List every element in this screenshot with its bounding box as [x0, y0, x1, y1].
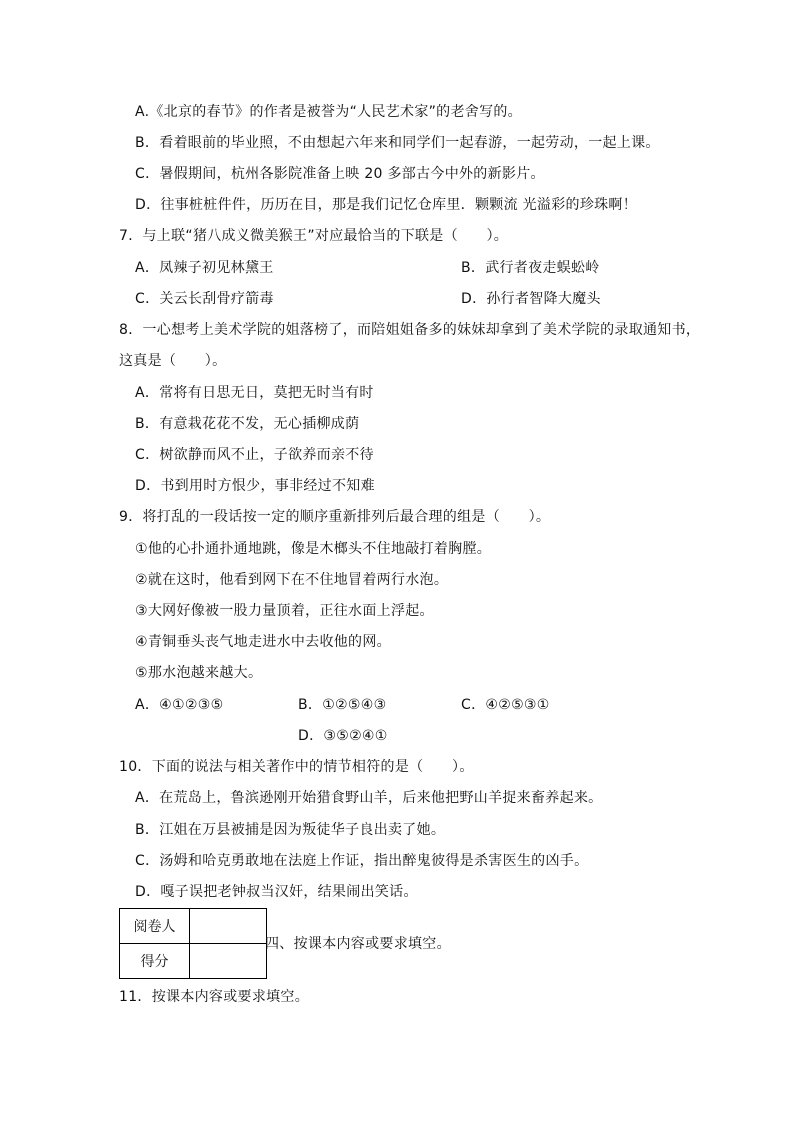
q8-option-b: B．有意栽花花不发，无心插柳成荫 — [135, 416, 360, 432]
q9-option-a: A．④①②③⑤ — [135, 697, 224, 713]
q10-option-d: D．嘎子误把老钟叔当汉奸，结果闹出笑话。 — [135, 884, 418, 900]
q9-sentence-5: ⑤那水泡越来越大。 — [135, 665, 263, 681]
q9-option-c: C．④②⑤③① — [461, 697, 550, 713]
q11-stem: 11．按课本内容或要求填空。 — [119, 989, 310, 1005]
q9-option-b: B．①②⑤④③ — [298, 697, 387, 713]
q10-option-a: A．在荒岛上，鲁滨逊刚开始猎食野山羊，后来他把野山羊捉来畜养起来。 — [135, 790, 603, 806]
q9-sentence-3: ③大网好像被一股力量顶着，正往水面上浮起。 — [135, 603, 434, 619]
q9-sentence-2: ②就在这时，他看到网下在不住地冒着两行水泡。 — [135, 572, 449, 588]
q6-option-c: C．暑假期间，杭州各影院准备上映 20 多部古今中外的新影片。 — [135, 166, 545, 182]
q8-option-a: A．常将有日思无日，莫把无时当有时 — [135, 385, 374, 401]
q7-option-a: A．凤辣子初见林黛王 — [135, 260, 274, 276]
q9-sentence-1: ①他的心扑通扑通地跳，像是木榔头不住地敲打着胸膛。 — [135, 541, 492, 557]
q8-option-d: D．书到用时方恨少，事非经过不知难 — [135, 478, 375, 494]
q7-option-d: D．孙行者智降大魔头 — [461, 291, 601, 307]
q8-stem-line2: 这真是（ ）。 — [119, 353, 227, 369]
score-label: 得分 — [120, 944, 190, 979]
q6-option-d: D．往事桩桩件件，历历在目，那是我们记忆仓库里．颗颗流 光溢彩的珍珠啊！ — [135, 197, 638, 213]
score-value-cell[interactable] — [190, 944, 267, 979]
q6-option-a: A.《北京的春节》的作者是被誉为“人民艺术家”的老舍写的。 — [135, 104, 522, 120]
q8-stem-line1: 8．一心想考上美术学院的姐落榜了，而陪姐姐备多的妹妹却拿到了美术学院的录取通知书， — [119, 322, 701, 338]
q10-option-c: C．汤姆和哈克勇敢地在法庭上作证，指出醉鬼彼得是杀害医生的凶手。 — [135, 853, 589, 869]
section-4-title: 四、按课本内容或要求填空。 — [265, 936, 451, 952]
q7-option-c: C．关云长刮骨疗箭毒 — [135, 291, 274, 307]
q9-option-d: D．③⑤②④① — [298, 728, 388, 744]
q6-option-b: B．看着眼前的毕业照，不由想起六年来和同学们一起春游，一起劳动，一起上课。 — [135, 135, 660, 151]
q7-stem: 7．与上联“猪八成义微美猴王”对应最恰当的下联是（ ）。 — [119, 228, 509, 244]
reviewer-label: 阅卷人 — [120, 909, 190, 944]
q8-option-c: C．树欲静而风不止，子欲养而亲不待 — [135, 447, 374, 463]
score-box — [119, 908, 267, 979]
q10-option-b: B．江姐在万县被捕是因为叛徒华子良出卖了她。 — [135, 822, 446, 838]
q7-option-b: B．武行者夜走蜈蚣岭 — [461, 260, 600, 276]
q9-sentence-4: ④青铜垂头丧气地走进水中去收他的网。 — [135, 634, 391, 650]
q10-stem: 10．下面的说法与相关著作中的情节相符的是（ ）。 — [119, 759, 474, 775]
reviewer-value-cell[interactable] — [190, 909, 267, 944]
q9-stem: 9．将打乱的一段话按一定的顺序重新排列后最合理的组是（ ）。 — [119, 509, 551, 525]
